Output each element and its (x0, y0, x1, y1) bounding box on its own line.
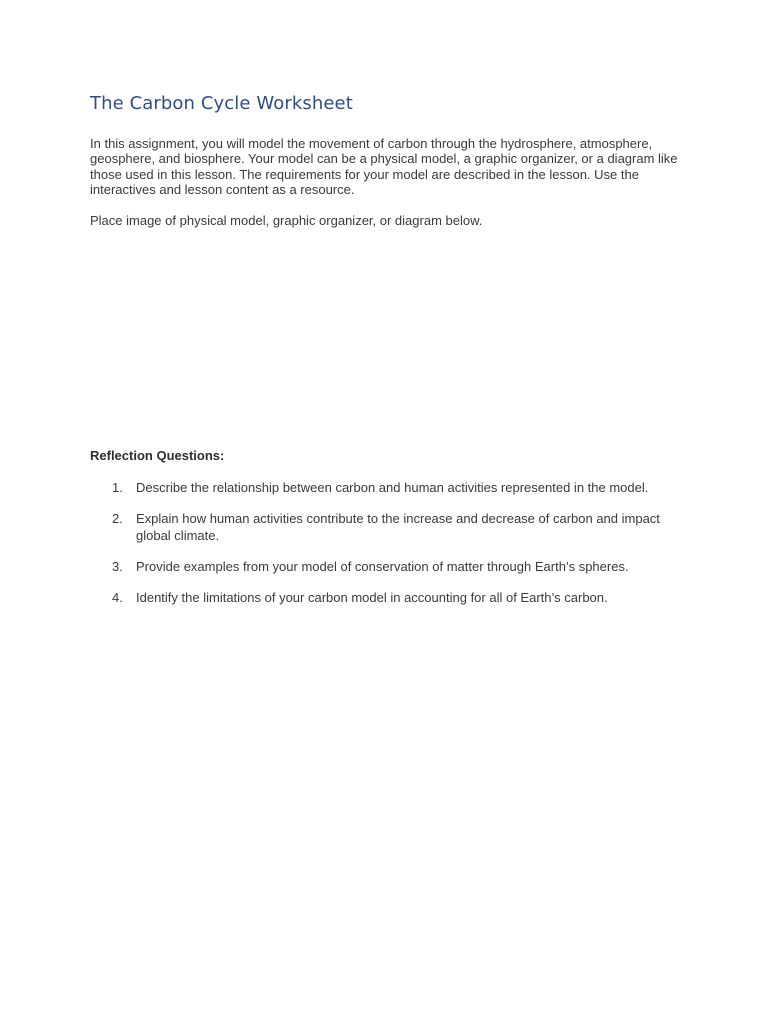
question-number: 3. (112, 559, 123, 574)
question-number: 4. (112, 590, 123, 605)
question-number: 2. (112, 511, 123, 526)
question-text: Explain how human activities contribute to the increase and decrease of carbon and impact global climate. (136, 511, 660, 543)
page-title: The Carbon Cycle Worksheet (90, 93, 353, 114)
reflection-questions-list (90, 479, 680, 620)
question-text: Describe the relationship between carbon and human activities represented in the model. (136, 480, 649, 495)
question-text: Identify the limitations of your carbon model in accounting for all of Earth’s carbon. (136, 590, 608, 605)
reflection-heading: Reflection Questions: (90, 448, 225, 463)
question-number: 1. (112, 480, 123, 495)
model-image-area (90, 240, 680, 430)
question-item (90, 558, 680, 575)
question-item (90, 589, 680, 606)
model-instruction: Place image of physical model, graphic organizer, or diagram below. (90, 213, 483, 228)
question-item (90, 510, 680, 544)
question-item (90, 479, 680, 496)
intro-paragraph: In this assignment, you will model the movement of carbon through the hydrosphere, atmosphere, geosphere, and biosphere. Your model can be a physical model, a graphic organizer, or a diagram like those used in this lesson. The requirements for your model are described in the lesson. Use the interactives and lesson content as a resource. (90, 136, 678, 198)
question-text: Provide examples from your model of conservation of matter through Earth’s spheres. (136, 559, 629, 574)
